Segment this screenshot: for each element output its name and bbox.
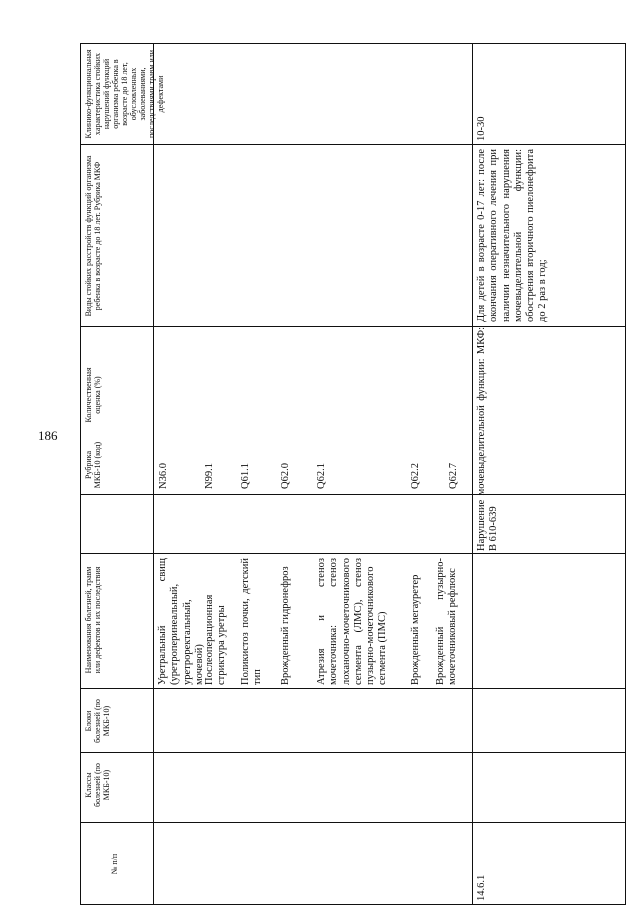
header-divider <box>153 43 154 905</box>
column-divider <box>80 326 626 327</box>
page-number: 186 <box>38 428 58 443</box>
rotated-page-content <box>80 43 626 905</box>
header-disease-name: Наименования болезней, травм или дефектов и их последствия <box>84 566 102 674</box>
column-divider <box>80 688 626 689</box>
icd-code: Q62.1 <box>316 463 327 489</box>
icd-code: Q62.2 <box>410 463 421 489</box>
disease-name: Врожденный пузырно-мочеточниковый рефлюкс <box>435 558 459 685</box>
header-disorder-type: Виды стойких расстройств функций организма ребенка в возрасте до 18 лет. Рубрика МКФ <box>84 155 102 317</box>
row-divider <box>472 43 473 905</box>
header-disease-class: Классы болезней (по МКБ-10) <box>84 763 111 807</box>
icd-code: N36.0 <box>158 463 169 489</box>
header-clinical-characteristic: Клинико-функциональная характеристика стойких нарушений функций организма ребенка в возрасте до 18 лет, обусловленных заболеваниями, последствиями травм или дефектами <box>84 49 165 139</box>
header-icd-code: Рубрика МКБ-10 (код) <box>84 441 102 489</box>
clinical-characteristic: Для детей в возрасте 0-17 лет: после окончания оперативного лечения при наличии незначительного нарушения мочевыделительной функции: обострения вторичного пиелонефрита до 2 раз в год; <box>476 149 549 322</box>
disease-name: Атрезия и стеноз мочеточника: стеноз лоханочно-мочеточникового сегмента (ЛМС), стеноз пузырно-мочеточникового сегмента (ПМС) <box>316 557 389 685</box>
column-divider <box>80 553 626 554</box>
disease-name: Врожденный гидронефроз <box>280 566 291 685</box>
disease-name: Послеоперационная стриктура уретры <box>204 594 228 685</box>
icd-code: Q61.1 <box>240 463 251 489</box>
icd-code: N99.1 <box>204 463 215 489</box>
icd-code: Q62.7 <box>448 463 459 489</box>
disease-name: Врожденный мегауретер <box>410 574 421 685</box>
disorder-description: Нарушение мочевыделительной функции: МКФ: В 610-639 <box>476 327 500 551</box>
header-score: Количественная оценка (%) <box>84 367 102 423</box>
disability-criteria-table <box>80 43 626 905</box>
icd-code: Q62.0 <box>280 463 291 489</box>
header-disease-block: Блоки болезней (по МКБ-10) <box>84 699 111 743</box>
column-divider <box>80 144 626 145</box>
column-divider <box>80 494 626 495</box>
disease-name: Уретральный свищ (уретроперинеальный, уретроректальный, мочевой) <box>157 558 205 685</box>
quantitative-score: 10-30 <box>476 116 487 141</box>
column-divider <box>80 752 626 753</box>
column-divider <box>80 822 626 823</box>
row-number: 14.6.1 <box>476 874 487 901</box>
header-number: № п/п <box>110 853 119 875</box>
disease-name: Поликистоз почки, детский тип <box>240 558 264 685</box>
